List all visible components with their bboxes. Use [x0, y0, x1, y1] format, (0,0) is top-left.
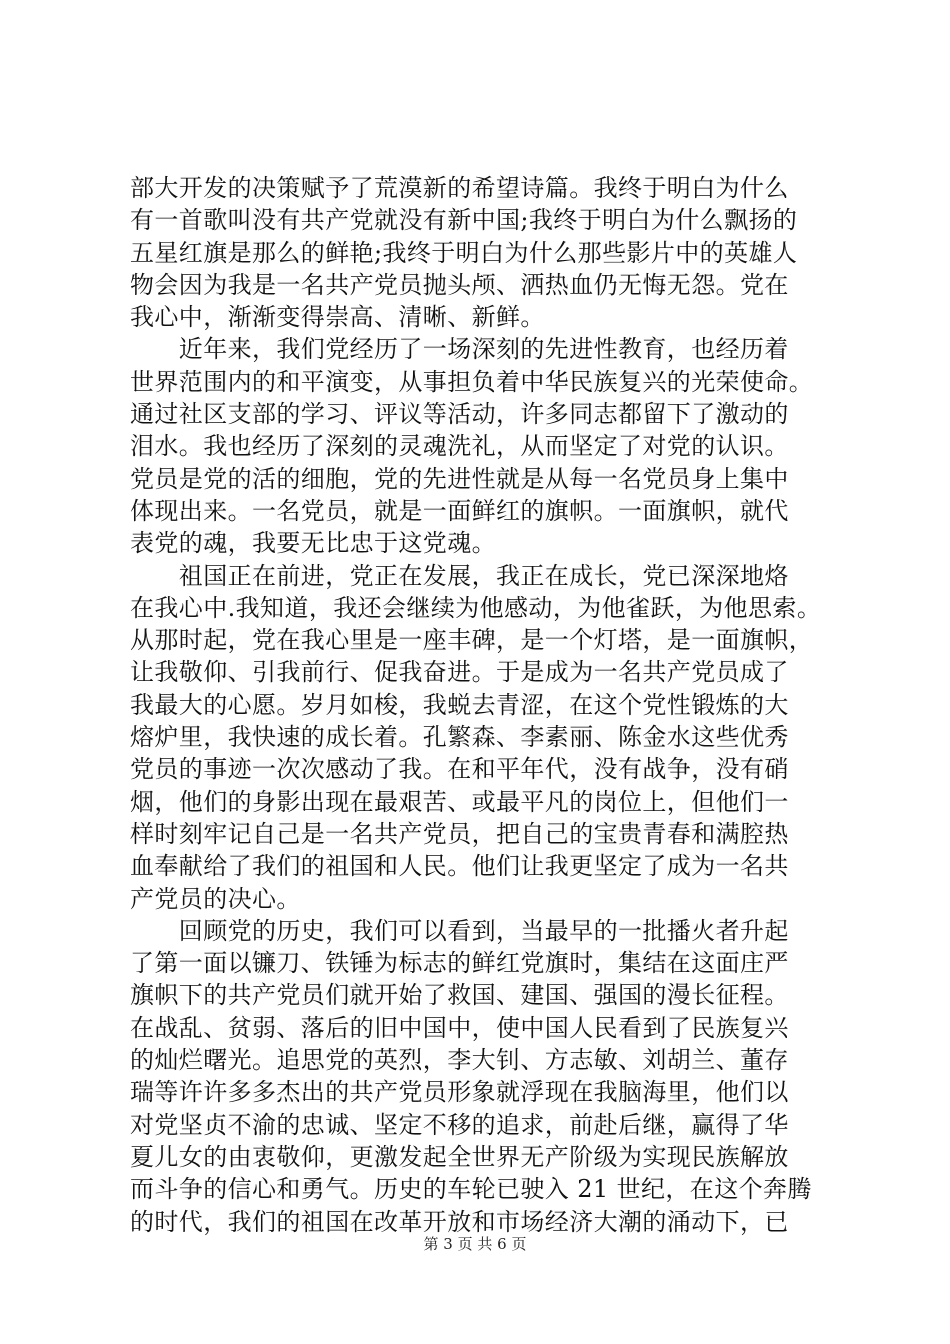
text-line: 有一首歌叫没有共产党就没有新中国;我终于明白为什么飘扬的 [130, 206, 798, 235]
text-line: 我心中，渐渐变得崇高、清晰、新鲜。 [130, 303, 545, 332]
text-line: 对党坚贞不渝的忠诚、坚定不移的追求，前赴后继，赢得了华 [130, 1110, 789, 1139]
text-line: 在战乱、贫弱、落后的旧中国中，使中国人民看到了民族复兴 [130, 1013, 789, 1042]
text-line: 党员是党的活的细胞，党的先进性就是从每一名党员身上集中 [130, 464, 789, 493]
text-line: 回顾党的历史，我们可以看到，当最早的一批播火者升起 [130, 916, 789, 945]
text-line: 泪水。我也经历了深刻的灵魂洗礼，从而坚定了对党的认识。 [130, 432, 789, 461]
text-line: 世界范围内的和平演变，从事担负着中华民族复兴的光荣使命。 [130, 367, 814, 396]
text-line: 的灿烂曙光。追思党的英烈，李大钊、方志敏、刘胡兰、董存 [130, 1046, 789, 1075]
text-line: 烟，他们的身影出现在最艰苦、或最平凡的岗位上，但他们一 [130, 787, 789, 816]
document-body [130, 172, 830, 1238]
text-line: 表党的魂，我要无比忠于这党魂。 [130, 529, 496, 558]
text-line: 让我敬仰、引我前行、促我奋进。于是成为一名共产党员成了 [130, 658, 789, 687]
text-line: 部大开发的决策赋予了荒漠新的希望诗篇。我终于明白为什么 [130, 174, 789, 202]
text-line: 近年来，我们党经历了一场深刻的先进性教育，也经历着 [130, 335, 789, 364]
text-line: 旗帜下的共产党员们就开始了救国、建国、强国的漫长征程。 [130, 981, 789, 1010]
text-line: 产党员的决心。 [130, 884, 301, 913]
text-line: 通过社区支部的学习、评议等活动，许多同志都留下了激动的 [130, 400, 789, 429]
text-line: 五星红旗是那么的鲜艳;我终于明白为什么那些影片中的英雄人 [130, 238, 798, 267]
text-line: 物会因为我是一名共产党员抛头颅、洒热血仍无悔无怨。党在 [130, 270, 789, 299]
text-line: 熔炉里，我快速的成长着。孔繁森、李素丽、陈金水这些优秀 [130, 723, 789, 752]
text-line: 而斗争的信心和勇气。历史的车轮已驶入 21 世纪，在这个奔腾 [130, 1175, 812, 1204]
text-line: 瑞等许许多多杰出的共产党员形象就浮现在我脑海里，他们以 [130, 1078, 789, 1107]
text-line: 我最大的心愿。岁月如梭，我蜕去青涩，在这个党性锻炼的大 [130, 690, 789, 719]
text-line: 在我心中.我知道，我还会继续为他感动，为他雀跃，为他思索。 [130, 593, 822, 622]
text-line: 样时刻牢记自己是一名共产党员，把自己的宝贵青春和满腔热 [130, 819, 789, 848]
text-line: 体现出来。一名党员，就是一面鲜红的旗帜。一面旗帜，就代 [130, 496, 789, 525]
text-line: 党员的事迹一次次感动了我。在和平年代，没有战争，没有硝 [130, 755, 789, 784]
text-line: 了第一面以镰刀、铁锤为标志的鲜红党旗时，集结在这面庄严 [130, 949, 789, 978]
text-line: 血奉献给了我们的祖国和人民。他们让我更坚定了成为一名共 [130, 852, 789, 881]
text-line: 祖国正在前进，党正在发展，我正在成长，党已深深地烙 [130, 561, 789, 590]
text-line: 夏儿女的由衷敬仰，更激发起全世界无产阶级为实现民族解放 [130, 1142, 789, 1171]
page-footer: 第 3 页 共 6 页 [423, 1235, 527, 1253]
text-line: 从那时起，党在我心里是一座丰碑，是一个灯塔，是一面旗帜， [130, 626, 814, 655]
text-line: 的时代，我们的祖国在改革开放和市场经济大潮的涌动下，已 [130, 1207, 789, 1236]
